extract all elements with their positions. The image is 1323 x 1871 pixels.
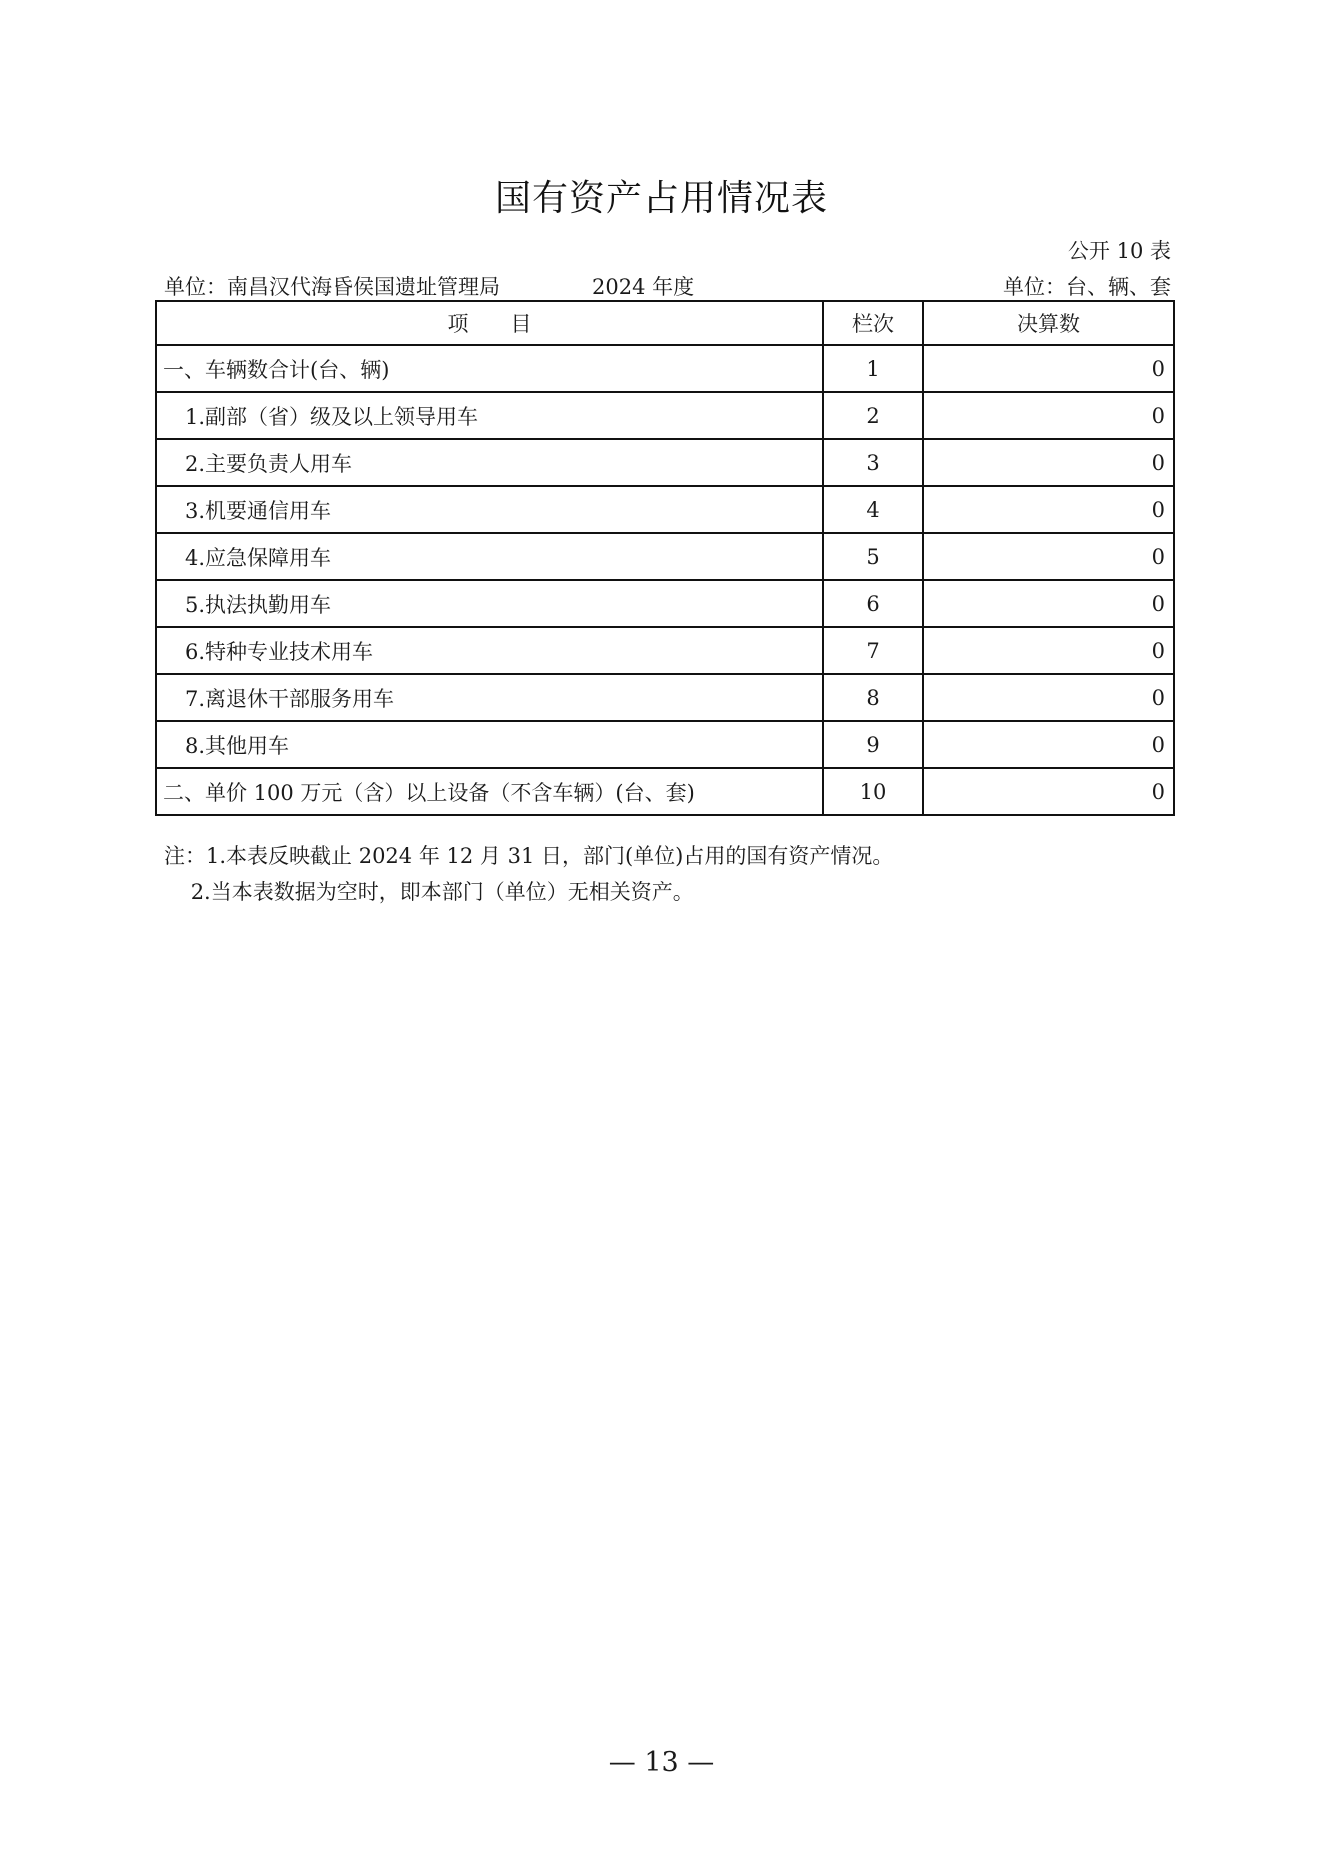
page-title: 国有资产占用情况表 — [494, 178, 828, 219]
header-line-no: 栏次 — [823, 301, 923, 345]
row-line-no: 4 — [823, 486, 923, 533]
row-item: 8.其他用车 — [156, 721, 823, 768]
row-item: 1.副部（省）级及以上领导用车 — [156, 392, 823, 439]
note-line: 注：1.本表反映截止 2024 年 12 月 31 日，部门(单位)占用的国有资产情况。 — [164, 844, 894, 868]
row-amount: 0 — [923, 345, 1174, 392]
row-line-no: 6 — [823, 580, 923, 627]
table-row — [156, 392, 1174, 439]
table-notes — [164, 838, 893, 910]
table-row — [156, 345, 1174, 392]
row-item: 2.主要负责人用车 — [156, 439, 823, 486]
table-row — [156, 439, 1174, 486]
table-row — [156, 533, 1174, 580]
table-row — [156, 674, 1174, 721]
header-final-amount: 决算数 — [923, 301, 1174, 345]
header-item: 项 目 — [156, 301, 823, 345]
row-line-no: 10 — [823, 768, 923, 815]
row-item: 7.离退休干部服务用车 — [156, 674, 823, 721]
table-row — [156, 721, 1174, 768]
page-number: — 13 — — [608, 1747, 715, 1778]
row-line-no: 1 — [823, 345, 923, 392]
row-line-no: 9 — [823, 721, 923, 768]
row-amount: 0 — [923, 486, 1174, 533]
table-header-row — [156, 301, 1174, 345]
row-item: 4.应急保障用车 — [156, 533, 823, 580]
row-amount: 0 — [923, 392, 1174, 439]
row-item: 一、车辆数合计(台、辆) — [156, 345, 823, 392]
asset-occupancy-table — [155, 300, 1175, 816]
table-number: 公开 10 表 — [1067, 239, 1171, 263]
row-line-no: 8 — [823, 674, 923, 721]
unit-of-measure: 单位：台、辆、套 — [1003, 275, 1171, 299]
unit-name: 单位：南昌汉代海昏侯国遗址管理局 — [164, 275, 500, 299]
table-row — [156, 486, 1174, 533]
table-row — [156, 580, 1174, 627]
table-row — [156, 768, 1174, 815]
row-amount: 0 — [923, 580, 1174, 627]
note-line: 2.当本表数据为空时，即本部门（单位）无相关资产。 — [164, 880, 694, 904]
row-amount: 0 — [923, 674, 1174, 721]
row-line-no: 7 — [823, 627, 923, 674]
row-amount: 0 — [923, 533, 1174, 580]
row-item: 3.机要通信用车 — [156, 486, 823, 533]
row-amount: 0 — [923, 627, 1174, 674]
row-line-no: 5 — [823, 533, 923, 580]
row-amount: 0 — [923, 439, 1174, 486]
row-line-no: 2 — [823, 392, 923, 439]
row-item: 二、单价 100 万元（含）以上设备（不含车辆）(台、套) — [156, 768, 823, 815]
row-amount: 0 — [923, 768, 1174, 815]
table-row — [156, 627, 1174, 674]
row-line-no: 3 — [823, 439, 923, 486]
row-item: 6.特种专业技术用车 — [156, 627, 823, 674]
row-item: 5.执法执勤用车 — [156, 580, 823, 627]
table-meta-row — [164, 271, 1171, 299]
row-amount: 0 — [923, 721, 1174, 768]
fiscal-year: 2024 年度 — [592, 275, 695, 299]
